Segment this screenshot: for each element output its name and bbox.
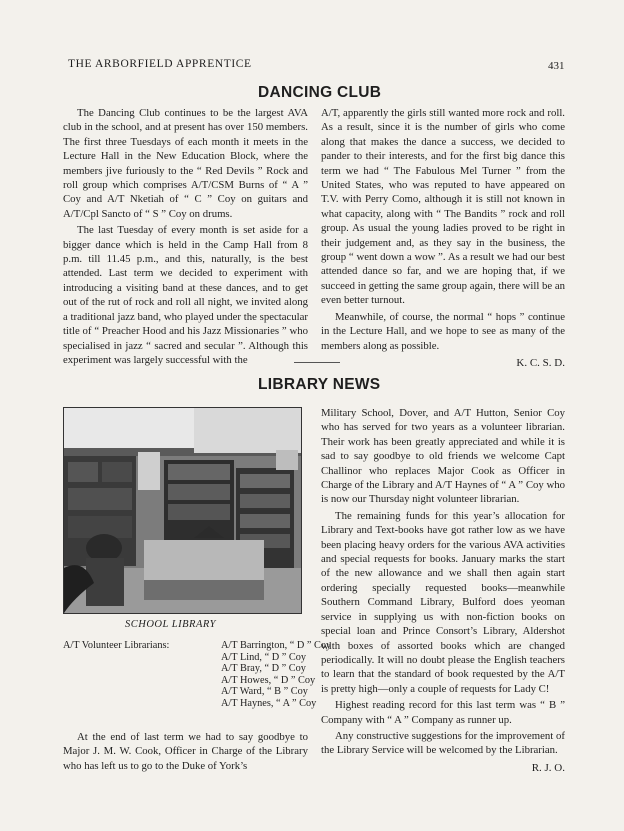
paragraph: The last Tuesday of every month is set aside for a bigger dance which is held in the Camp Hall from 8 p.m. till 11.45 p.m., and this, naturally, is the best attended. Last term we decided to experiment with introducing a visiting band at these dances, and to get out of the rut of rock and roll all night, we invited along a traditional jazz band, who played under the spectacular title of “ Preacher Hood and his Jazz Missionaries ” who specialised in jazz “ sacred and secular ”. Although this experiment was largely successful with the: [63, 224, 308, 366]
paragraph: The remaining funds for this year’s allocation for Library and Text-books have got rather low as we have been placing heavy orders for the various AVA activities and special requests for books. January marks the start of the new allowance and we shall then again start ordering specially requested books—meanwhile Southern Command Library, Bulford does yeoman service in supplying us with non-fiction books on special loan and Prince Consort’s Library, Aldershot with boxes of assorted books which are changed periodically. It will no doubt please the English teachers to learn that the standard of book requested by the A/T is pretty high—only a couple of requests for Lady C!: [321, 509, 565, 695]
page-number: 431: [548, 60, 565, 72]
roster-entry: A/T Haynes, “ A ” Coy: [221, 697, 317, 709]
paragraph: At the end of last term we had to say goodbye to Major J. M. W. Cook, Officer in Charge of the Library who has left us to go to the Duke of York’s: [63, 731, 308, 772]
paragraph: Any constructive suggestions for the improvement of the Library Service will be welcomed by the Librarian.: [321, 729, 565, 757]
dancing-club-left-column: [63, 106, 308, 367]
roster-entry: A/T Lind, “ D ” Coy: [221, 651, 307, 663]
dancing-club-signature: K. C. S. D.: [516, 356, 565, 369]
paragraph: The Dancing Club continues to be the largest AVA club in the school, and at present has over 150 members. The first three Tuesdays of each month it meets in the Lecture Hall in the New Education Block, where the members jive furiously to the “ Red Devils ” Rock and roll group which comprises A/T/CSM Burns of “ A ” Coy and A/T Nketiah of “ C ” Coy on guitars and A/T/Cpl Sancto of “ S ” Coy on drums.: [63, 107, 308, 220]
running-head: THE ARBORFIELD APPRENTICE: [68, 58, 252, 70]
photo-caption: SCHOOL LIBRARY: [125, 619, 216, 630]
roster-entry: A/T Bray, “ D ” Coy: [221, 663, 306, 675]
paragraph: Meanwhile, of course, the normal “ hops ” continue in the Lecture Hall, and we hope to see as many of the members along as possible.: [321, 310, 565, 352]
dancing-club-right-column: [321, 106, 565, 370]
library-news-right-column: [321, 406, 565, 775]
library-news-title: LIBRARY NEWS: [258, 376, 381, 393]
section-divider: [294, 362, 340, 363]
roster-entry: A/T Barrington, “ D ” Coy: [221, 640, 332, 651]
roster-label: A/T Volunteer Librarians:: [63, 640, 170, 651]
school-library-photo: [63, 407, 302, 614]
library-news-left-column: [63, 730, 308, 773]
roster-entry: A/T Ward, “ B ” Coy: [221, 686, 308, 698]
paragraph: Highest reading record for this last term was “ B ” Company with “ A ” Company as runner up.: [321, 699, 565, 726]
dancing-club-title: DANCING CLUB: [258, 84, 382, 101]
paragraph: A/T, apparently the girls still wanted more rock and roll. As a result, since it is the number of girls who come along that makes the dance a success, we decided to pander to their interests, and for the first big dance this term we had “ The Fabulous Mel Turner ” from the United States, who was reputed to have appeared on T.V. with Perry Como, although it is still not known in what capacity, along with “ The Bandits ” rock and roll group. As usual the young ladies proved to be right in their judgement and, as they say in the business, the group “ went down a wow ”. As a result we had our best attended dance so far, and we are hoping that, if we succeed in getting the same group again, there will be an even better turnout.: [321, 107, 565, 307]
library-news-signature: R. J. O.: [531, 761, 565, 774]
paragraph: Military School, Dover, and A/T Hutton, Senior Coy who has served for two years as a volunteer librarian. Their work has been greatly appreciated and while it is sad to say goodbye to old friends we welcome Capt Challinor who replaces Major Cook as Officer in Charge of the Library and A/T Haynes of “ A ” Coy who is now our Thursday night volunteer librarian.: [321, 407, 565, 506]
roster-entry: A/T Howes, “ D ” Coy: [221, 674, 316, 686]
